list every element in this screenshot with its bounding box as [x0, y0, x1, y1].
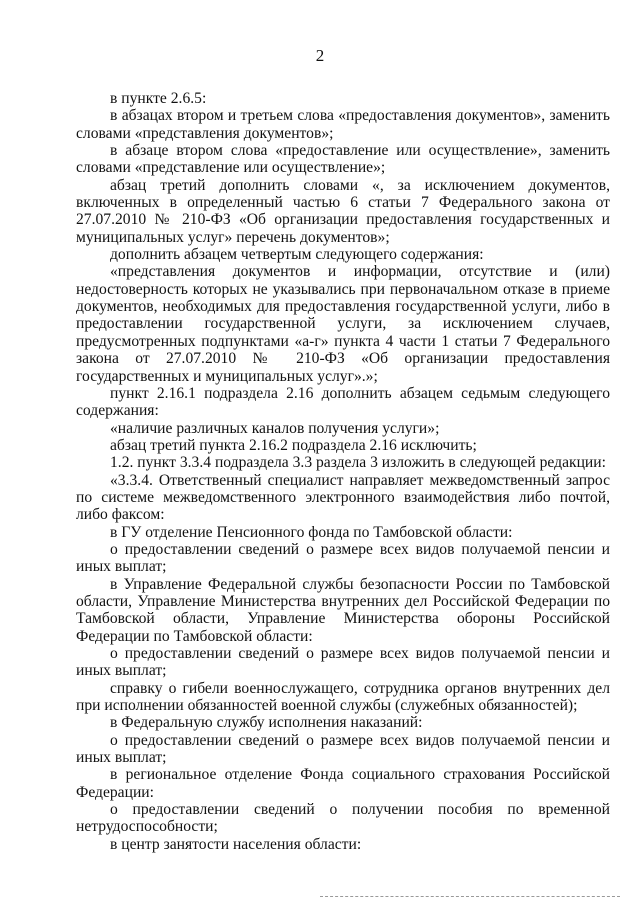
paragraph: справку о гибели военнослужащего, сотрудника органов внутренних дел при исполнении обязанностей военной службы (служебных обязанностей); — [76, 679, 610, 715]
paragraph: дополнить абзацем четвертым следующего содержания: — [110, 246, 484, 264]
paragraph: в Федеральную службу исполнения наказаний: — [110, 714, 423, 732]
paragraph: абзац третий дополнить словами «, за исключением документов, включенных в определенный частью 6 статьи 7 Федерального закона от 27.07.2010 № 210-ФЗ «Об организации предоставления государственных и муниципальных услуг» перечень документов»; — [76, 176, 610, 246]
paragraph: пункт 2.16.1 подраздела 2.16 дополнить абзацем седьмым следующего содержания: — [76, 384, 610, 420]
footer-divider — [320, 896, 620, 897]
paragraph: в ГУ отделение Пенсионного фонда по Тамбовской области: — [110, 523, 513, 541]
paragraph: о предоставлении сведений о получении пособия по временной нетрудоспособности; — [76, 801, 610, 836]
paragraph: в пункте 2.6.5: — [110, 90, 207, 107]
paragraph: в центр занятости населения области: — [110, 835, 362, 853]
paragraph: о предоставлении сведений о размере всех видов получаемой пенсии и иных выплат; — [76, 645, 610, 680]
paragraph: о предоставлении сведений о размере всех видов получаемой пенсии и иных выплат; — [76, 731, 610, 767]
paragraph: 1.2. пункт 3.3.4 подраздела 3.3 раздела 3 изложить в следующей редакции: — [110, 454, 606, 472]
paragraph: о предоставлении сведений о размере всех видов получаемой пенсии и иных выплат; — [76, 540, 610, 576]
paragraph: «представления документов и информации, отсутствие и (или) недостоверность которых не указывались при первоначальном отказе в приеме документов, необходимых для предоставления государственной услуги, либо в предоставлении государственной услуги, за исключением случаев, предусмотренных подпунктами «а-г» пункта 4 части 1 статьи 7 Федерального закона от 27.07.2010 № 210-ФЗ «Об организации предоставления государственных и муниципальных услуг».»; — [76, 263, 610, 385]
paragraph: «наличие различных каналов получения услуги»; — [110, 419, 440, 437]
paragraph: в абзацах втором и третьем слова «предоставления документов», заменить словами «представления документов»; — [76, 107, 610, 142]
paragraph: в региональное отделение Фонда социального страхования Российской Федерации: — [76, 766, 610, 801]
paragraph: «3.3.4. Ответственный специалист направляет межведомственный запрос по системе межведомственного электронного взаимодействия либо почтой, либо факсом: — [76, 471, 610, 524]
document-body — [76, 90, 610, 853]
paragraph: абзац третий пункта 2.16.2 подраздела 2.16 исключить; — [110, 436, 477, 454]
paragraph: в абзаце втором слова «предоставление или осуществление», заменить словами «представление или осуществление»; — [76, 142, 610, 177]
paragraph: в Управление Федеральной службы безопасности России по Тамбовской области, Управление Министерства внутренних дел Российской Федерации по Тамбовской области, Управление Министерства обороны Российской Федерации по Тамбовской области: — [76, 575, 610, 645]
page-number: 2 — [315, 46, 325, 65]
